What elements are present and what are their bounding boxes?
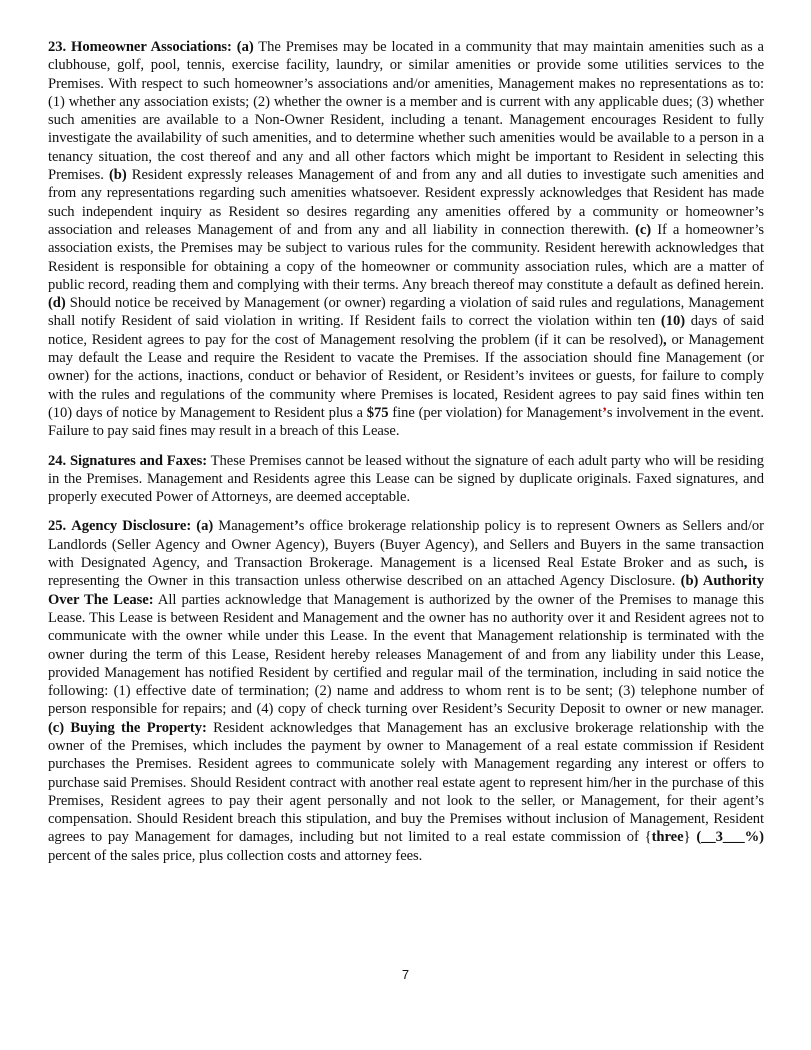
subsection-text-d-4: fine (per violation) for Management (388, 404, 603, 421)
subsection-text-a-2: s office brokerage relationship policy is to represent Owners as Sellers and/or Landlords (Seller Agency and Owner Agency), Buyers (Buyer Agency), and Sellers and Buyers in the same transaction with Designated Agency, and Transaction Brokerage. Management is a licensed Real Estate Broker and as such (48, 518, 764, 572)
subsection-text-c: If a homeowner’s association exists, the Premises may be subject to various rules for the community. Resident herewith acknowledges that Resident is responsible for obtaining a copy of the homeowner or community association rules, which are a matter of public record, reading them and complying with their terms. Any breach thereof may constitute a default as defined herein. (48, 221, 764, 293)
subsection-text-a-3: is representing the Owner in this transaction unless otherwise described on an attached Agency Disclosure. (48, 555, 764, 590)
subsection-label-d: (d) (48, 295, 66, 312)
section-heading: Agency Disclosure: (71, 518, 192, 535)
subsection-label-c-buying: (c) Buying the Property: (48, 719, 207, 736)
lease-page (48, 38, 764, 876)
bold-apostrophe: ’ (293, 518, 299, 535)
ten-days-bold: (10) (660, 313, 686, 330)
bold-comma: , (663, 331, 667, 348)
section-number: 25. (48, 518, 67, 535)
subsection-text-a: The Premises may be located in a community that may maintain amenities such as a clubhouse, golf, pool, tennis, exercise facility, laundry, or similar amenities or provide some utilities services to the Premises. With respect to such homeowner’s associations and/or amenities, Management makes no representations as to: (1) whether any association exists; (2) whether the owner is a member and is current with any applicable dues; (3) whether such amenities are available to a Non-Owner Resident, including a tenant. Management encourages Resident to fully investigate the availability of such amenities, and to determine whether such amenities would be available to a person in a tenancy situation, the cost thereof and any and all other factors which might be important to Resident in selecting this Premises. (48, 39, 764, 184)
subsection-text-c-3: percent of the sales price, plus collection costs and attorney fees. (48, 847, 423, 864)
bold-comma: , (743, 555, 748, 572)
subsection-text-b: All parties acknowledge that Management is authorized by the owner of the Premises to manage this Lease. This Lease is between Resident and Management and the owner has no authority over it and Resident agrees not to communicate with the owner while under this Lease. In the event that Management relationship is terminated with the owner during the term of this Lease, Resident hereby releases Management of and from any liability under this Lease, provided Management has notified Resident by certified and regular mail of the termination, including in said notice the following: (1) effective date of termination; (2) name and address to whom rent is to be sent; (3) telephone number of person responsible for repairs; and (4) copy of check turning over Resident’s Security Deposit to owner or new manager. (48, 591, 765, 718)
section-23-homeowner-associations (48, 38, 764, 441)
section-text: These Premises cannot be leased without the signature of each adult party who will be residing in the Premises. Management and Residents agree this Lease can be signed by duplicate originals. Faxed signatures, and properly executed Power of Attorneys, are deemed acceptable. (48, 452, 764, 506)
subsection-text-d-3: or Management may default the Lease and require the Resident to vacate the Premises. If the association should fine Management (or owner) for the actions, inactions, conduct or behavior of Resident, or Resident’s invitees or guests, for failure to comply with the rules and regulations of the community where Premises is located, Resident agrees to pay said fines within ten (10) days of notice by Management to Resident plus a (48, 331, 764, 421)
section-heading: Homeowner Associations: (71, 39, 232, 55)
subsection-label-a: (a) (196, 518, 214, 535)
section-25-agency-disclosure (48, 517, 764, 865)
subsection-text-d-5: s involvement in the event. Failure to pay said fines may result in a breach of this Lease. (48, 404, 764, 440)
subsection-text-d: Should notice be received by Management (or owner) regarding a violation of said rules and regulations, Management shall notify Resident of said violation in writing. If Resident fails to correct the violation within ten (48, 295, 764, 330)
subsection-label-b-authority: (b) Authority Over The Lease: (48, 573, 764, 608)
subsection-label-b: (b) (109, 167, 127, 184)
section-24-signatures-and-faxes (48, 452, 764, 507)
subsection-label-c: (c) (635, 221, 652, 238)
commission-word: three (651, 829, 684, 846)
subsection-text-a: Management (213, 518, 294, 535)
section-number: 23. (48, 39, 67, 55)
subsection-text-d-2: days of said notice, Resident agrees to pay for the cost of Management resolving the problem (if it can be resolved) (48, 313, 764, 348)
red-apostrophe-mark: ’ (602, 404, 607, 421)
page-number: 7 (401, 967, 410, 982)
subsection-label-a: (a) (236, 39, 254, 55)
subsection-text-c-2: } (683, 829, 697, 846)
commission-percent: (__3___%) (696, 829, 764, 846)
section-number: 24. (48, 452, 67, 469)
section-heading: Signatures and Faxes: (69, 452, 208, 469)
fine-amount: $75 (366, 404, 389, 421)
subsection-text-b: Resident expressly releases Management of and from any and all duties to investigate such amenities and from any representations regarding such amenities whatsoever. Resident expressly acknowledges that Resident has made such independent inquiry as Resident so desires regarding any amenities offered by a community or homeowner’s association and releases Management of and from any and all liability in connection therewith. (48, 167, 764, 238)
subsection-text-c: Resident acknowledges that Management has an exclusive brokerage relationship with the owner of the Premises, which includes the payment by owner to Management of a real estate commission if Resident purchases the Premises. Resident agrees to communicate solely with Management regarding any interest or offers to purchase said Premises. Should Resident contract with another real estate agent to represent him/her in the purchase of this Premises, Resident agrees to pay their agent personally and not look to the seller, or Management, for their agent’s compensation. Should Resident breach this stipulation, and buy the Premises without inclusion of Management, Resident agrees to pay Management for damages, including but not limited to a real estate commission of { (48, 719, 764, 846)
